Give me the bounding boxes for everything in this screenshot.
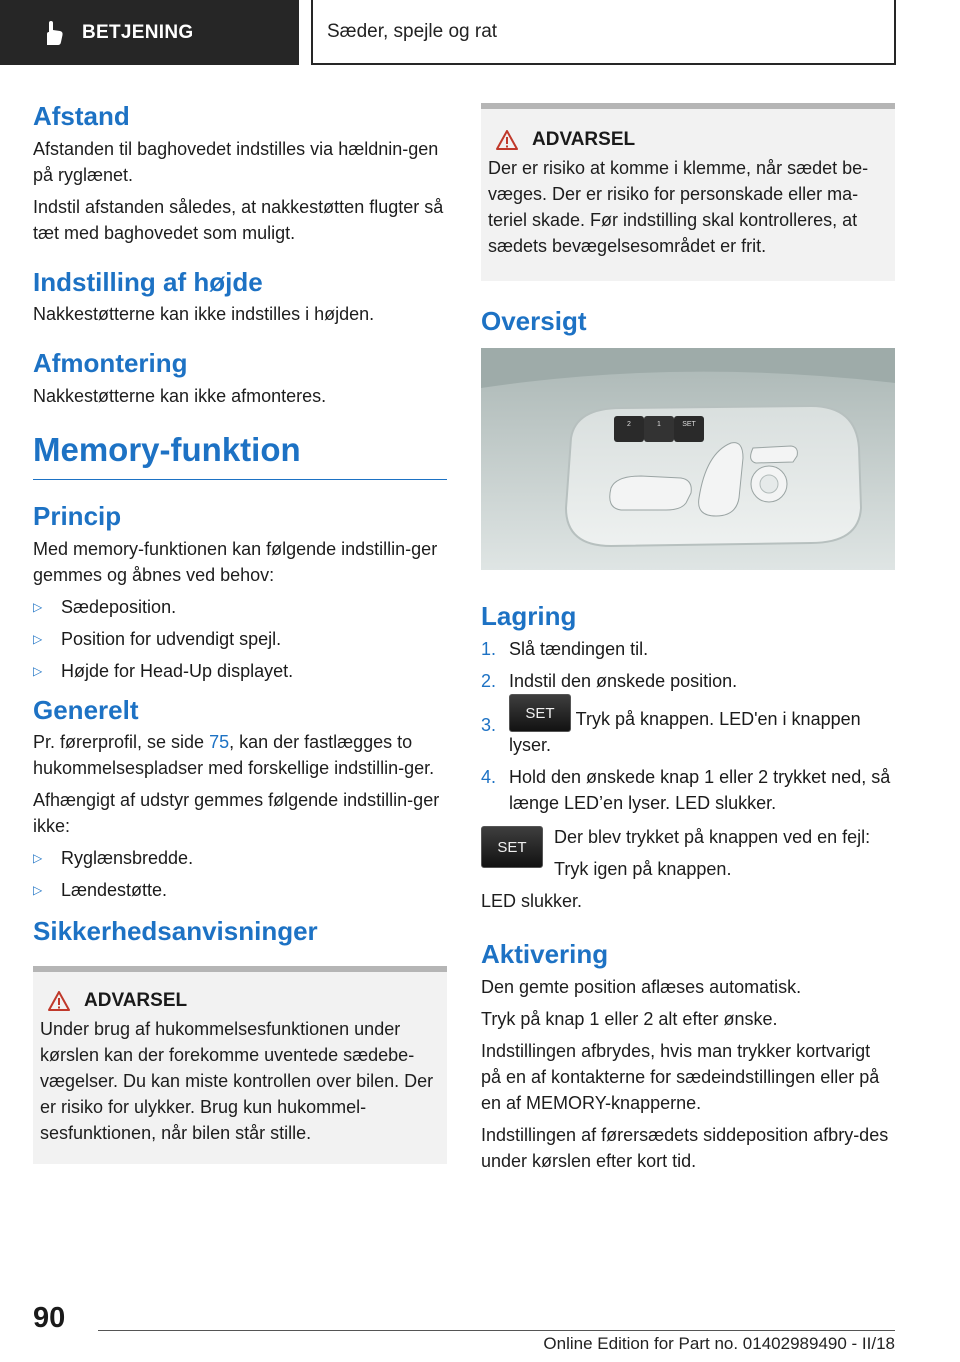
heading-sikkerhed: Sikkerhedsanvisninger <box>33 916 318 947</box>
warning-box <box>33 966 447 1164</box>
paragraph: Den gemte position aflæses automatisk. <box>481 976 802 997</box>
heading-generelt: Generelt <box>33 694 139 725</box>
seat-controls-figure <box>481 348 895 570</box>
list-item: ▷ Lændestøtte. <box>33 877 447 903</box>
warning-triangle-icon <box>48 991 70 1011</box>
warning-text: Der er risiko at komme i klemme, når sædet be-væges. Der er risiko for personskade eller ma-teriel skade. Før indstilling skal kontrolleres, at sædets bevægelsesområdet er frit. <box>488 158 869 256</box>
heading-memory-funktion: Memory-funktion <box>33 429 447 481</box>
triangle-bullet-icon: ▷ <box>33 631 43 646</box>
heading-oversigt: Oversigt <box>481 306 587 336</box>
footer-divider <box>98 1330 895 1331</box>
lagring-steps <box>481 636 895 816</box>
section-tab <box>0 0 299 65</box>
list-item: 3. SET Tryk på knappen. LED'en i knappen lyser. <box>481 706 895 758</box>
edition-text: Online Edition for Part no. 01402989490 - II/18 <box>543 1334 895 1353</box>
heading-princip: Princip <box>33 501 122 532</box>
paragraph: Med memory-funktionen kan følgende indstillin-ger gemmes og åbnes ved behov: <box>33 538 438 585</box>
note-text: Der blev trykket på knappen ved en fejl: <box>554 827 871 848</box>
memory-button-1-label: 1 <box>657 420 661 428</box>
set-button-icon: SET <box>481 826 543 868</box>
triangle-bullet-icon: ▷ <box>33 599 43 614</box>
paragraph: Afhængigt af udstyr gemmes følgende indstillin-ger ikke: <box>33 790 440 837</box>
list-item: 1. Slå tændingen til. <box>481 639 649 659</box>
warning-box <box>481 103 895 281</box>
seat-controls-illustration <box>481 348 895 570</box>
heading-afstand: Afstand <box>33 101 130 131</box>
list-item: 2. Indstil den ønskede position. <box>481 671 738 691</box>
paragraph: Tryk på knap 1 eller 2 alt efter ønske. <box>481 1008 778 1029</box>
list-item: ▷ Position for udvendigt spejl. <box>33 626 447 652</box>
warning-title: ADVARSEL <box>84 989 188 1011</box>
set-button-label: SET <box>682 420 696 428</box>
list-item: ▷ Højde for Head-Up displayet. <box>33 658 447 684</box>
note-block <box>481 824 895 888</box>
paragraph: Nakkestøtterne kan ikke afmonteres. <box>33 385 327 406</box>
hand-icon <box>38 18 68 48</box>
paragraph: Indstillingen afbrydes, hvis man trykker kortvarigt på en af kontakterne for sædeindstillingen eller på en af MEMORY-knapperne. <box>481 1040 880 1113</box>
triangle-bullet-icon: ▷ <box>33 851 43 866</box>
warning-text: Under brug af hukommelsesfunktionen under kørslen kan der forekomme uventede sædebe-vægelser. Du kan miste kontrollen over bilen. Der er risiko for ulykker. Brug kun hukommel-sesfunktionen, når bilen står stille. <box>40 1018 434 1143</box>
paragraph: Afstanden til baghovedet indstilles via hældnin-gen på ryglænet. <box>33 138 439 185</box>
warning-title: ADVARSEL <box>532 129 636 150</box>
list-item: ▷ Ryglænsbredde. <box>33 845 447 871</box>
list-item: 4. Hold den ønskede knap 1 eller 2 trykket ned, så længe LED’en lyser. LED slukker. <box>481 767 891 814</box>
left-column <box>33 100 447 1164</box>
page-number: 90 <box>33 1302 66 1334</box>
heading-lagring: Lagring <box>481 600 577 631</box>
paragraph: Nakkestøtterne kan ikke indstilles i højden. <box>33 304 375 324</box>
page-link[interactable]: 75 <box>209 732 230 753</box>
chapter-tab <box>311 0 896 65</box>
paragraph: Indstil afstanden således, at nakkestøtten flugter så tæt med baghovedet som muligt. <box>33 196 444 243</box>
note-text: Tryk igen på knappen. <box>554 859 732 880</box>
princip-list <box>33 594 447 684</box>
heading-afmontering: Afmontering <box>33 348 188 378</box>
paragraph: Indstillingen af førersædets siddeposition afbry-des under kørslen efter kort tid. <box>481 1124 889 1171</box>
heading-aktivering: Aktivering <box>481 939 609 970</box>
paragraph: LED slukker. <box>481 891 583 912</box>
memory-button-2-label: 2 <box>627 420 631 428</box>
list-item: ▷ Sædeposition. <box>33 594 447 620</box>
triangle-bullet-icon: ▷ <box>33 663 43 678</box>
paragraph: Pr. førerprofil, se side 75, kan der fastlægges to hukommelsespladser med forskellige indstillin-ger. <box>33 732 435 779</box>
right-column <box>481 103 895 1180</box>
heading-hojde: Indstilling af højde <box>33 266 263 297</box>
warning-triangle-icon <box>496 130 518 150</box>
set-button-icon: SET <box>509 694 571 732</box>
generelt-list <box>33 845 447 903</box>
chapter-label: Sæder, spejle og rat <box>327 20 498 42</box>
section-label: BETJENING <box>82 21 194 43</box>
triangle-bullet-icon: ▷ <box>33 883 43 898</box>
